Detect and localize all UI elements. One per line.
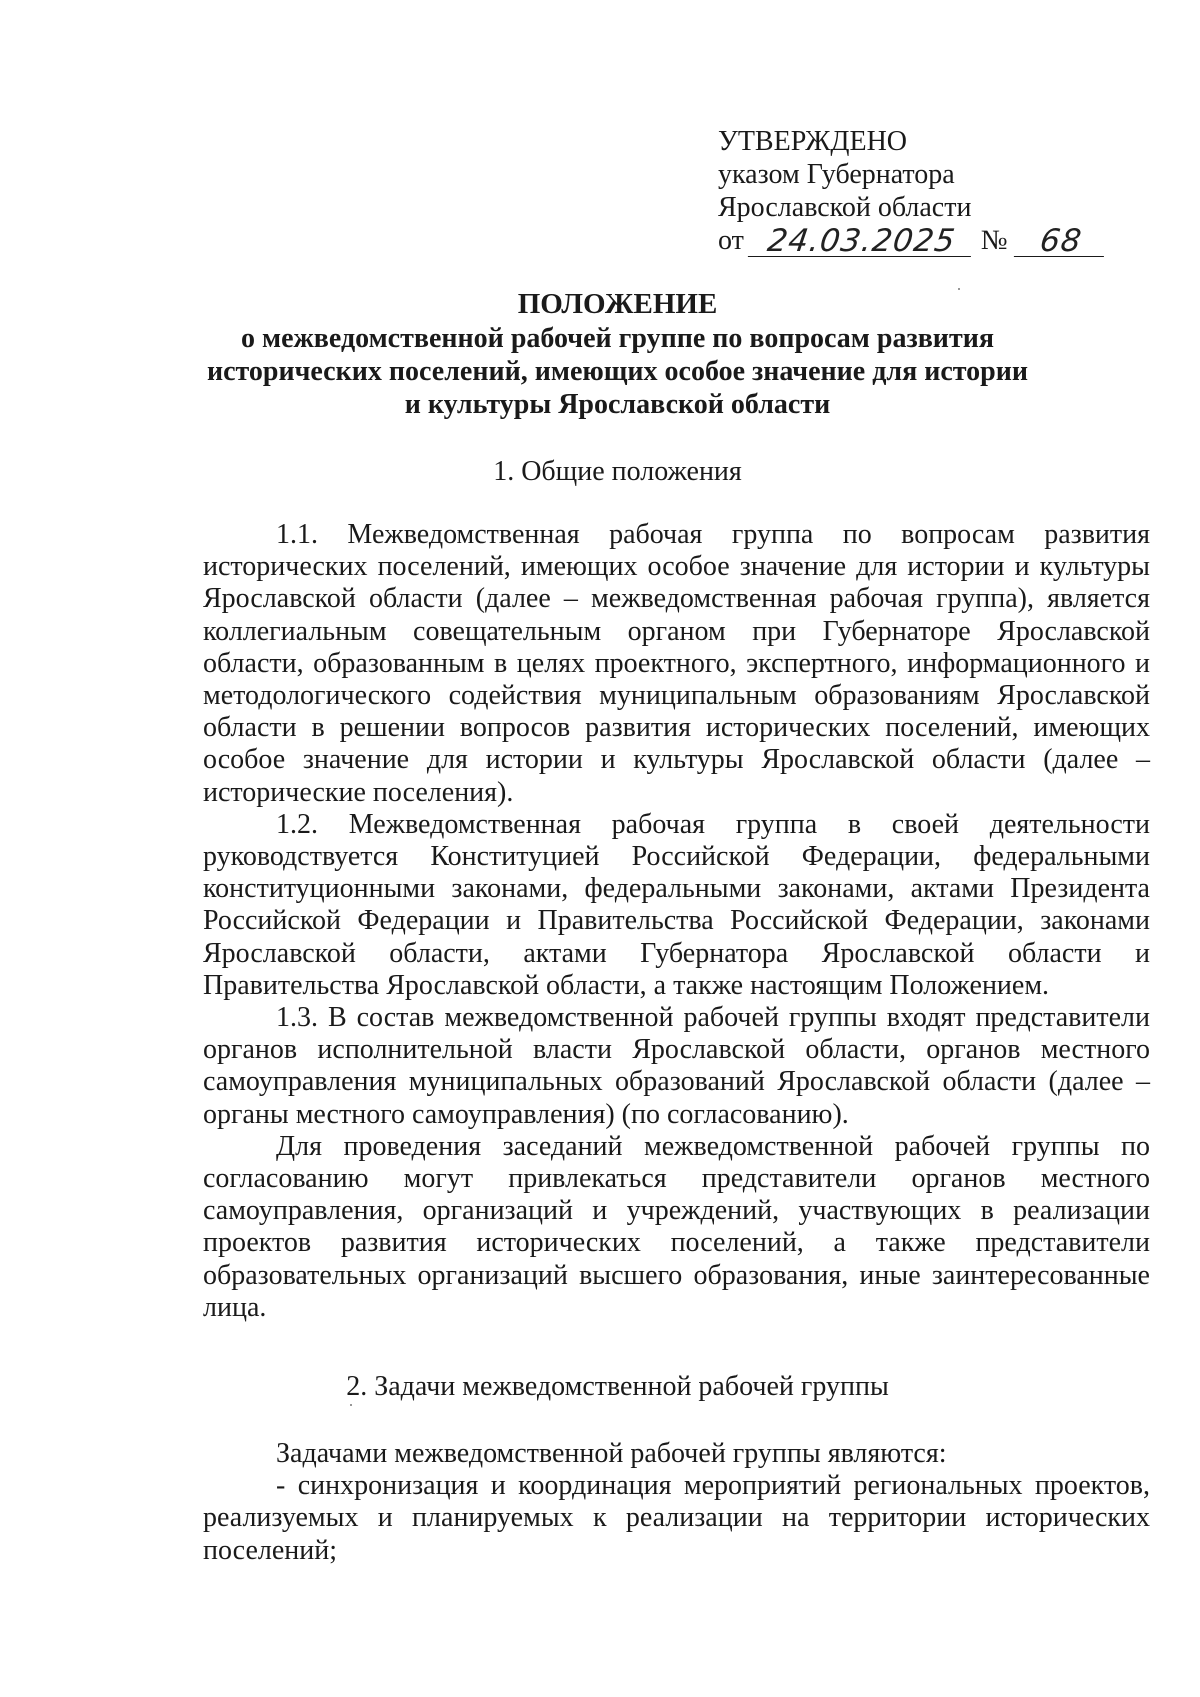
title-line: о межведомственной рабочей группе по вопросам развития: [241, 323, 994, 354]
scan-speck: [958, 288, 960, 290]
approval-approved: УТВЕРЖДЕНО: [718, 126, 908, 157]
paragraph: 1.1. Межведомственная рабочая группа по вопросам развития исторических поселений, имеющих особое значение для истории и культуры Ярославской области (далее – межведомственная рабочая группа), является коллегиальным совещательным органом при Губернаторе Ярославской области, образованным в целях проектного, экспертного, информационного и методологического содействия муниципальным образованиям Ярославской области в решении вопросов развития исторических поселений, имеющих особое значение для истории и культуры Ярославской области (далее – исторические поселения).: [203, 519, 1150, 808]
paragraph: Для проведения заседаний межведомственной рабочей группы по согласованию могут привлекаться представители органов местного самоуправления, организаций и учреждений, участвующих в реализации проектов развития исторических поселений, а также представители образовательных организаций высшего образования, иные заинтересованные лица.: [203, 1130, 1150, 1323]
section-heading: 1. Общие положения: [493, 456, 742, 487]
scan-speck: [350, 1404, 352, 1406]
paragraph: 1.3. В состав межведомственной рабочей группы входят представители органов исполнительной власти Ярославской области, органов местного самоуправления муниципальных образований Ярославской области (далее – органы местного самоуправления) (по согласованию).: [203, 1002, 1150, 1130]
approval-decree: указом Губернатора: [718, 159, 955, 190]
approval-from-label: от: [718, 225, 744, 256]
approval-region: Ярославской области: [718, 192, 972, 223]
section-body: [203, 1438, 1150, 1567]
title-main: ПОЛОЖЕНИЕ: [517, 288, 718, 320]
paragraph: - синхронизация и координация мероприятий региональных проектов, реализуемых и планируемых к реализации на территории исторических поселений;: [203, 1470, 1150, 1566]
paragraph: 1.2. Межведомственная рабочая группа в своей деятельности руководствуется Конституцией Российской Федерации, федеральными конституционными законами, федеральными законами, актами Президента Российской Федерации и Правительства Российской Федерации, законами Ярославской области, актами Губернатора Ярославской области и Правительства Ярославской области, а также настоящим Положением.: [203, 808, 1150, 1001]
paragraph: Задачами межведомственной рабочей группы являются:: [276, 1438, 947, 1469]
section-heading: 2. Задачи межведомственной рабочей группы: [346, 1371, 889, 1402]
approval-number-label: №: [980, 225, 1008, 256]
section-body: [203, 519, 1150, 1324]
title-line: исторических поселений, имеющих особое значение для истории: [206, 356, 1029, 387]
approval-date: 24.03.2025: [748, 226, 975, 257]
approval-number: 68: [1013, 226, 1107, 257]
approval-block: [718, 125, 1118, 257]
document-title: [180, 288, 1055, 421]
title-line: и культуры Ярославской области: [404, 389, 831, 420]
approval-date-line: [718, 224, 1118, 257]
